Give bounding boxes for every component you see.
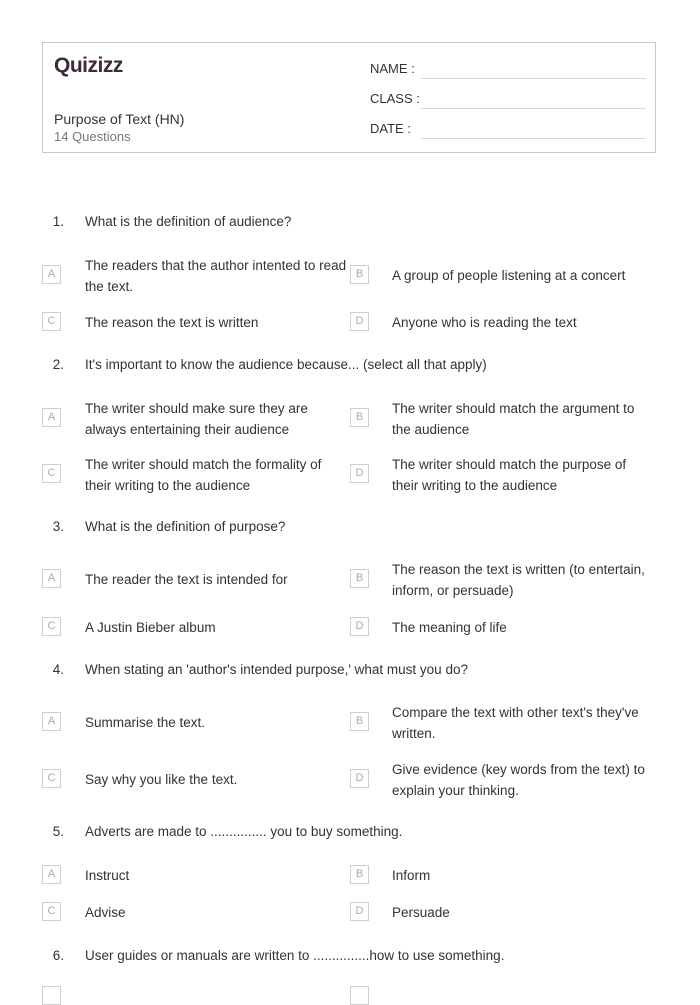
option-letter-box: B <box>350 569 369 588</box>
question-count: 14 Questions <box>54 129 131 144</box>
option-letter-box: D <box>350 617 369 636</box>
question-text: What is the definition of audience? <box>85 214 292 229</box>
question-number: 5. <box>52 824 64 839</box>
worksheet-title: Purpose of Text (HN) <box>54 111 185 127</box>
option-letter-box: B <box>350 265 369 284</box>
option-text: The reason the text is written <box>85 315 259 330</box>
question-text: User guides or manuals are written to ...............how to use something. <box>85 948 505 963</box>
option-letter-box: C <box>42 312 61 331</box>
name-line[interactable] <box>421 78 646 79</box>
class-field <box>370 91 420 106</box>
option-letter-box: D <box>350 769 369 788</box>
option-letter-box: B <box>350 408 369 427</box>
option-text: Give evidence (key words from the text) to explain your thinking. <box>392 762 645 798</box>
question-text: Adverts are made to ............... you to buy something. <box>85 824 403 839</box>
option-text: Persuade <box>392 905 450 920</box>
option-letter-box: C <box>42 464 61 483</box>
q6-option-a-box[interactable] <box>42 986 61 1005</box>
question-number: 2. <box>52 357 64 372</box>
option-letter-box: A <box>42 408 61 427</box>
option-letter-box: C <box>42 902 61 921</box>
option-letter-box: D <box>350 312 369 331</box>
option-text: The reason the text is written (to entertain, inform, or persuade) <box>392 562 645 598</box>
option-letter-box: A <box>42 712 61 731</box>
name-label: NAME : <box>370 61 415 76</box>
option-letter-box: A <box>42 569 61 588</box>
worksheet-header <box>42 42 656 153</box>
option-text: The writer should make sure they are always entertaining their audience <box>85 401 308 437</box>
class-line[interactable] <box>421 108 646 109</box>
option-letter-box: C <box>42 769 61 788</box>
option-text: The meaning of life <box>392 620 507 635</box>
option-text: Instruct <box>85 868 130 883</box>
option-text: Anyone who is reading the text <box>392 315 577 330</box>
option-text: The reader the text is intended for <box>85 572 288 587</box>
question-text: It's important to know the audience because... (select all that apply) <box>85 357 487 372</box>
option-letter-box: B <box>350 712 369 731</box>
option-text: The writer should match the argument to the audience <box>392 401 635 437</box>
question-number: 4. <box>52 662 64 677</box>
option-text: Compare the text with other text's they've written. <box>392 705 639 741</box>
option-text: A group of people listening at a concert <box>392 268 626 283</box>
quizizz-logo: Quizizz <box>54 54 123 77</box>
option-text: Advise <box>85 905 126 920</box>
option-letter-box: B <box>350 865 369 884</box>
date-line[interactable] <box>421 138 646 139</box>
option-text: The readers that the author intented to read the text. <box>85 258 347 294</box>
option-letter-box: D <box>350 464 369 483</box>
question-text: When stating an 'author's intended purpose,' what must you do? <box>85 662 468 677</box>
option-text: Say why you like the text. <box>85 772 238 787</box>
question-number: 1. <box>52 214 64 229</box>
date-field <box>370 121 420 136</box>
question-number: 3. <box>52 519 64 534</box>
option-text: A Justin Bieber album <box>85 620 216 635</box>
q6-option-b-box[interactable] <box>350 986 369 1005</box>
option-letter-box: C <box>42 617 61 636</box>
option-text: Inform <box>392 868 431 883</box>
question-number: 6. <box>52 948 64 963</box>
option-letter-box: A <box>42 265 61 284</box>
question-text: What is the definition of purpose? <box>85 519 286 534</box>
name-field <box>370 61 420 76</box>
date-label: DATE : <box>370 121 411 136</box>
option-text: The writer should match the purpose of their writing to the audience <box>392 457 627 493</box>
class-label: CLASS : <box>370 91 420 106</box>
option-letter-box: A <box>42 865 61 884</box>
option-text: The writer should match the formality of their writing to the audience <box>85 457 322 493</box>
option-letter-box: D <box>350 902 369 921</box>
option-text: Summarise the text. <box>85 715 206 730</box>
